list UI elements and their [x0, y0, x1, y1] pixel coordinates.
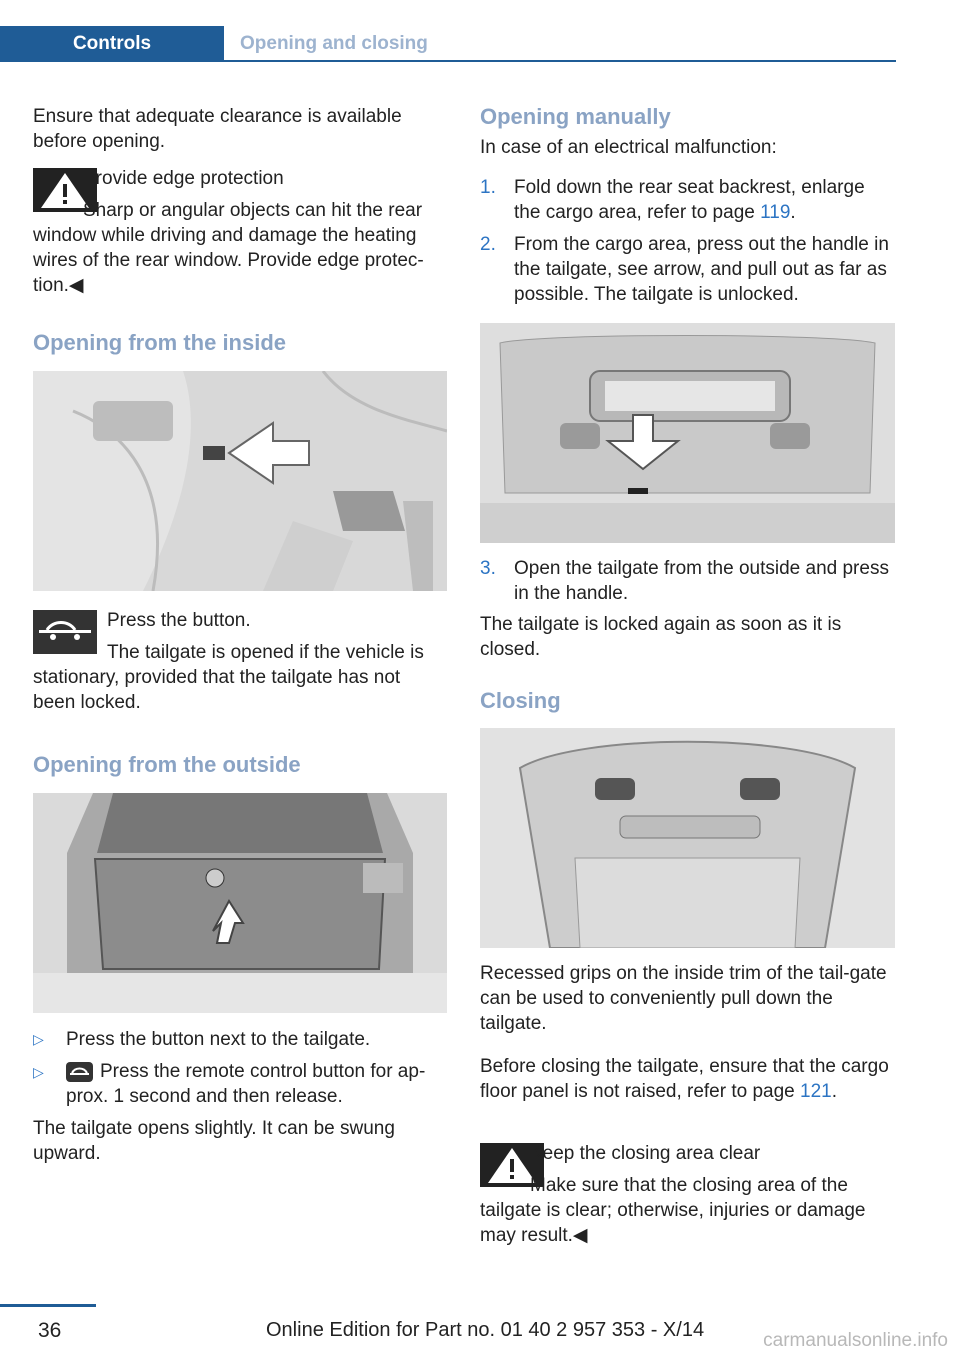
step-number: 1.	[480, 177, 496, 198]
page-link[interactable]: 119	[760, 202, 791, 223]
locked-text: The tailgate is locked again as soon as it is closed.	[480, 614, 842, 660]
warning-line: Make sure that the closing area of the	[530, 1175, 848, 1196]
header-rule	[224, 60, 896, 62]
warning-title: Keep the closing area clear	[530, 1143, 761, 1164]
tailgate-handle-illustration	[480, 323, 895, 543]
before-closing-text: Before closing the tailgate, ensure that the cargo floor panel is not raised, refer to page 121.	[480, 1056, 889, 1102]
step-number: 2.	[480, 234, 496, 255]
chapter-tab[interactable]: Controls	[72, 33, 152, 54]
button-title: Press the button.	[107, 610, 251, 631]
button-body: stationary, provided that the tailgate has not been locked.	[33, 667, 401, 713]
opens-text: The tailgate opens slightly. It can be swung upward.	[33, 1118, 395, 1164]
heading-manual: Opening manually	[480, 104, 671, 129]
tailgate-button-icon	[33, 610, 97, 654]
warning-body: window while driving and damage the heating wires of the rear window. Provide edge protec‐tion.◀	[33, 225, 424, 296]
heading-closing: Closing	[480, 688, 561, 713]
heading-outside: Opening from the outside	[33, 752, 301, 777]
closing-grips-illustration	[480, 728, 895, 948]
step-text: Open the tailgate from the outside and press in the handle.	[514, 558, 889, 604]
page-number: 36	[38, 1319, 62, 1342]
section-title: Opening and closing	[240, 33, 428, 54]
page-link[interactable]: 121	[800, 1081, 832, 1102]
grips-text: Recessed grips on the inside trim of the tail‐gate can be used to conveniently pull down the tailgate.	[480, 963, 887, 1034]
bullet-icon: ▷	[33, 1031, 44, 1047]
warning-line: Sharp or angular objects can hit the rear	[83, 200, 423, 221]
step-text: From the cargo area, press out the handle in the tailgate, see arrow, and pull out as far as possible. The tailgate is unlocked.	[514, 234, 889, 305]
watermark: carmanualsonline.info	[763, 1330, 948, 1351]
warning-body: tailgate is clear; otherwise, injuries or damage may result.◀	[480, 1200, 866, 1246]
intro-text: Ensure that adequate clearance is available before opening.	[33, 106, 402, 152]
bullet-item: Press the remote control button for ap‐prox. 1 second and then release.	[66, 1061, 426, 1107]
bullet-icon: ▷	[33, 1064, 44, 1080]
warning-title: Provide edge protection	[83, 168, 284, 189]
step-text: Fold down the rear seat backrest, enlarge the cargo area, refer to page 119.	[514, 177, 865, 223]
tailgate-exterior-illustration	[33, 793, 447, 1013]
button-line: The tailgate is opened if the vehicle is	[107, 642, 424, 663]
step-number: 3.	[480, 558, 496, 579]
edition-text: Online Edition for Part no. 01 40 2 957 353 - X/14	[266, 1319, 705, 1341]
manual-intro: In case of an electrical malfunction:	[480, 137, 777, 158]
bullet-item: Press the button next to the tailgate.	[66, 1029, 371, 1050]
heading-inside: Opening from the inside	[33, 330, 287, 355]
footer-rule	[0, 1304, 96, 1307]
interior-button-illustration	[33, 371, 447, 591]
